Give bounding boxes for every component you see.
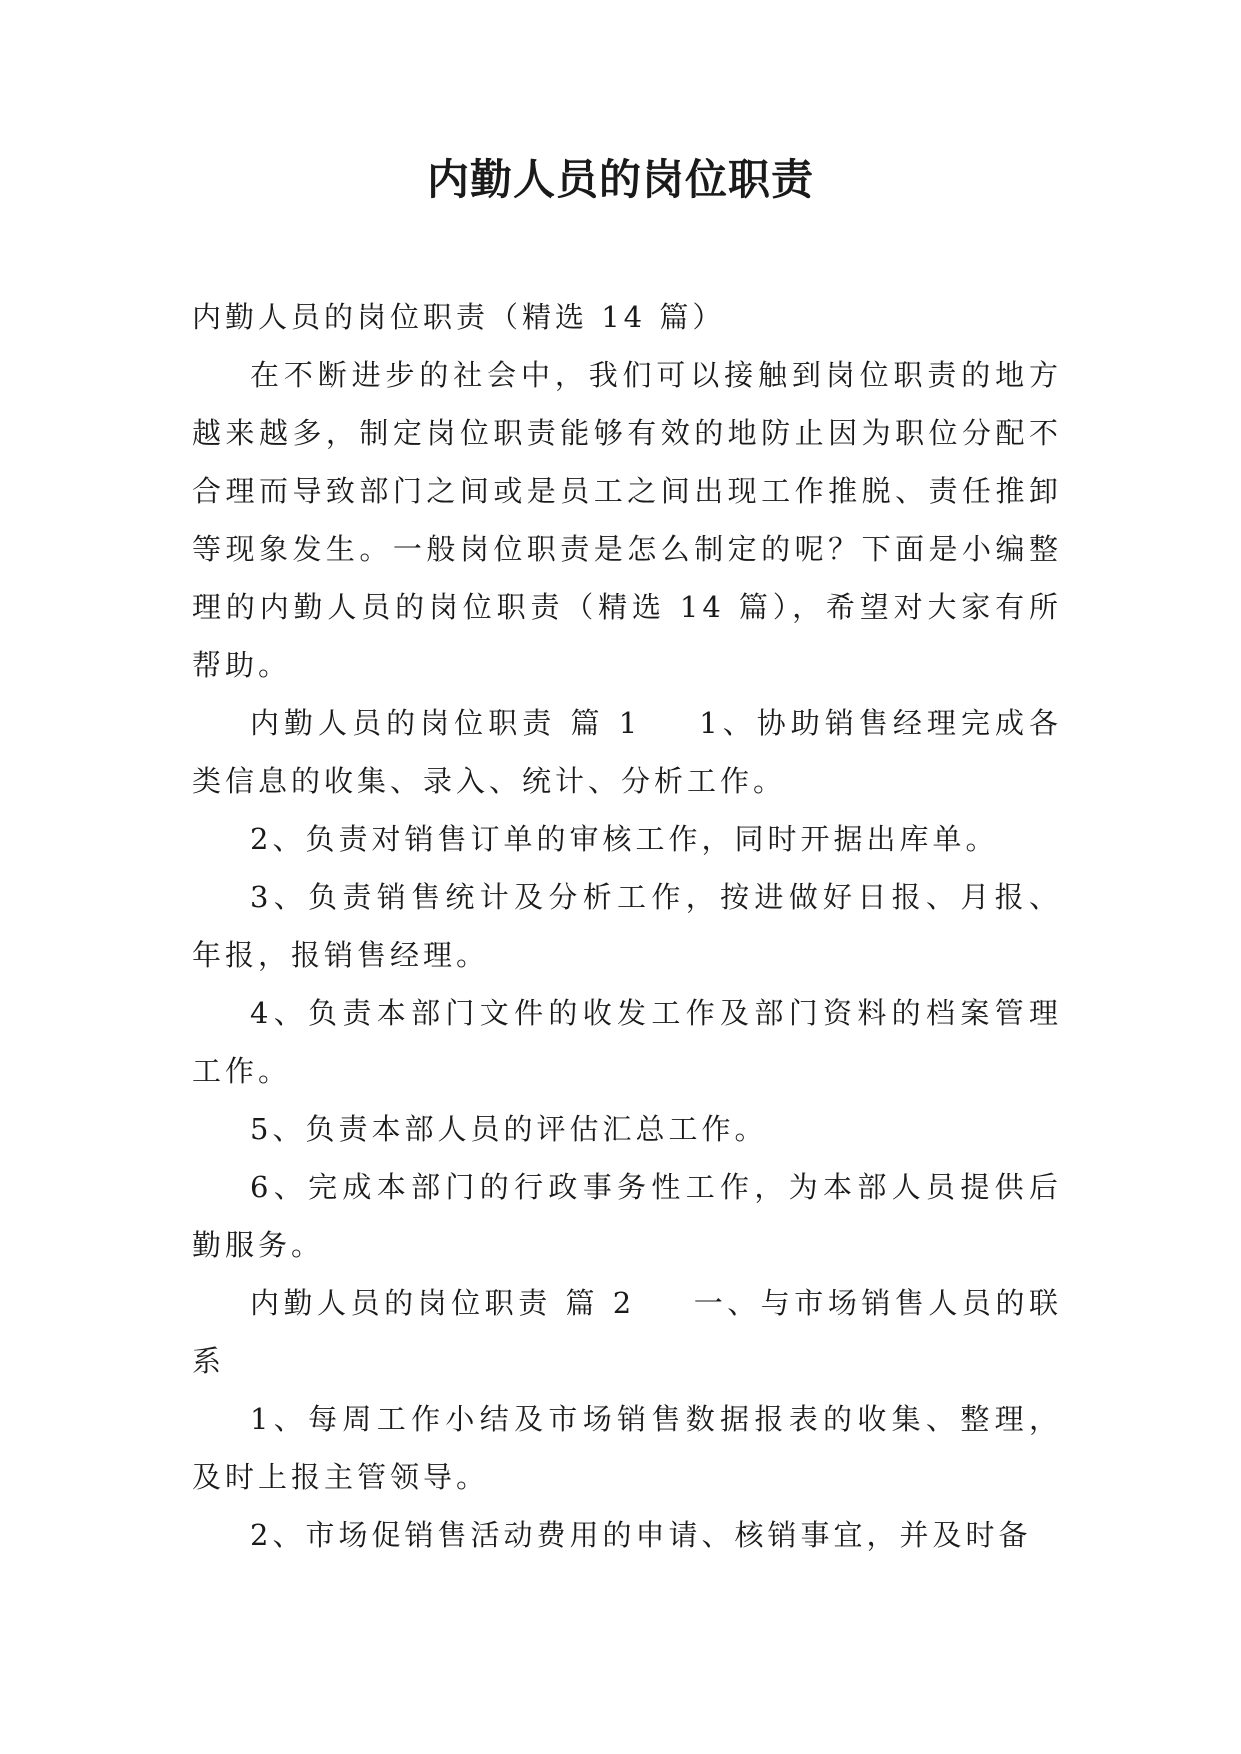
section-1-item: 3、负责销售统计及分析工作，按进做好日报、月报、年报，报销售经理。 [192, 880, 1062, 972]
section-1-item: 2、负责对销售订单的审核工作，同时开据出库单。 [250, 822, 999, 856]
section-2-heading: 内勤人员的岗位职责 篇 2 [250, 1286, 636, 1320]
section-2-item: 1、每周工作小结及市场销售数据报表的收集、整理，及时上报主管领导。 [192, 1402, 1062, 1494]
section-1-item: 4、负责本部门文件的收发工作及部门资料的档案管理工作。 [192, 996, 1062, 1088]
section-1-first-item: 1、协助销售经理完成各类信息的收集、录入、统计、分析工作。 [192, 706, 1062, 798]
document-subtitle: 内勤人员的岗位职责（精选 14 篇） [192, 300, 726, 334]
intro-paragraph: 在不断进步的社会中，我们可以接触到岗位职责的地方越来越多，制定岗位职责能够有效的地防止因为职位分配不合理而导致部门之间或是员工之间出现工作推脱、责任推卸等现象发生。一般岗位职责是怎么制定的呢？下面是小编整理的内勤人员的岗位职责（精选 14 篇），希望对大家有所帮助。 [192, 358, 1062, 682]
section-1-paragraph [192, 694, 1062, 810]
section-1-item: 5、负责本部人员的评估汇总工作。 [250, 1112, 768, 1146]
section-1-item: 6、完成本部门的行政事务性工作，为本部人员提供后勤服务。 [192, 1170, 1062, 1262]
section-2-first-item: 一、与市场销售人员的联系 [192, 1286, 1062, 1378]
section-1-heading: 内勤人员的岗位职责 篇 1 [250, 706, 642, 740]
section-2-paragraph [192, 1274, 1062, 1390]
document-title: 内勤人员的岗位职责 [426, 155, 814, 204]
section-2-item: 2、市场促销售活动费用的申请、核销事宜，并及时备 [250, 1518, 1032, 1552]
document-body [192, 288, 1062, 1564]
